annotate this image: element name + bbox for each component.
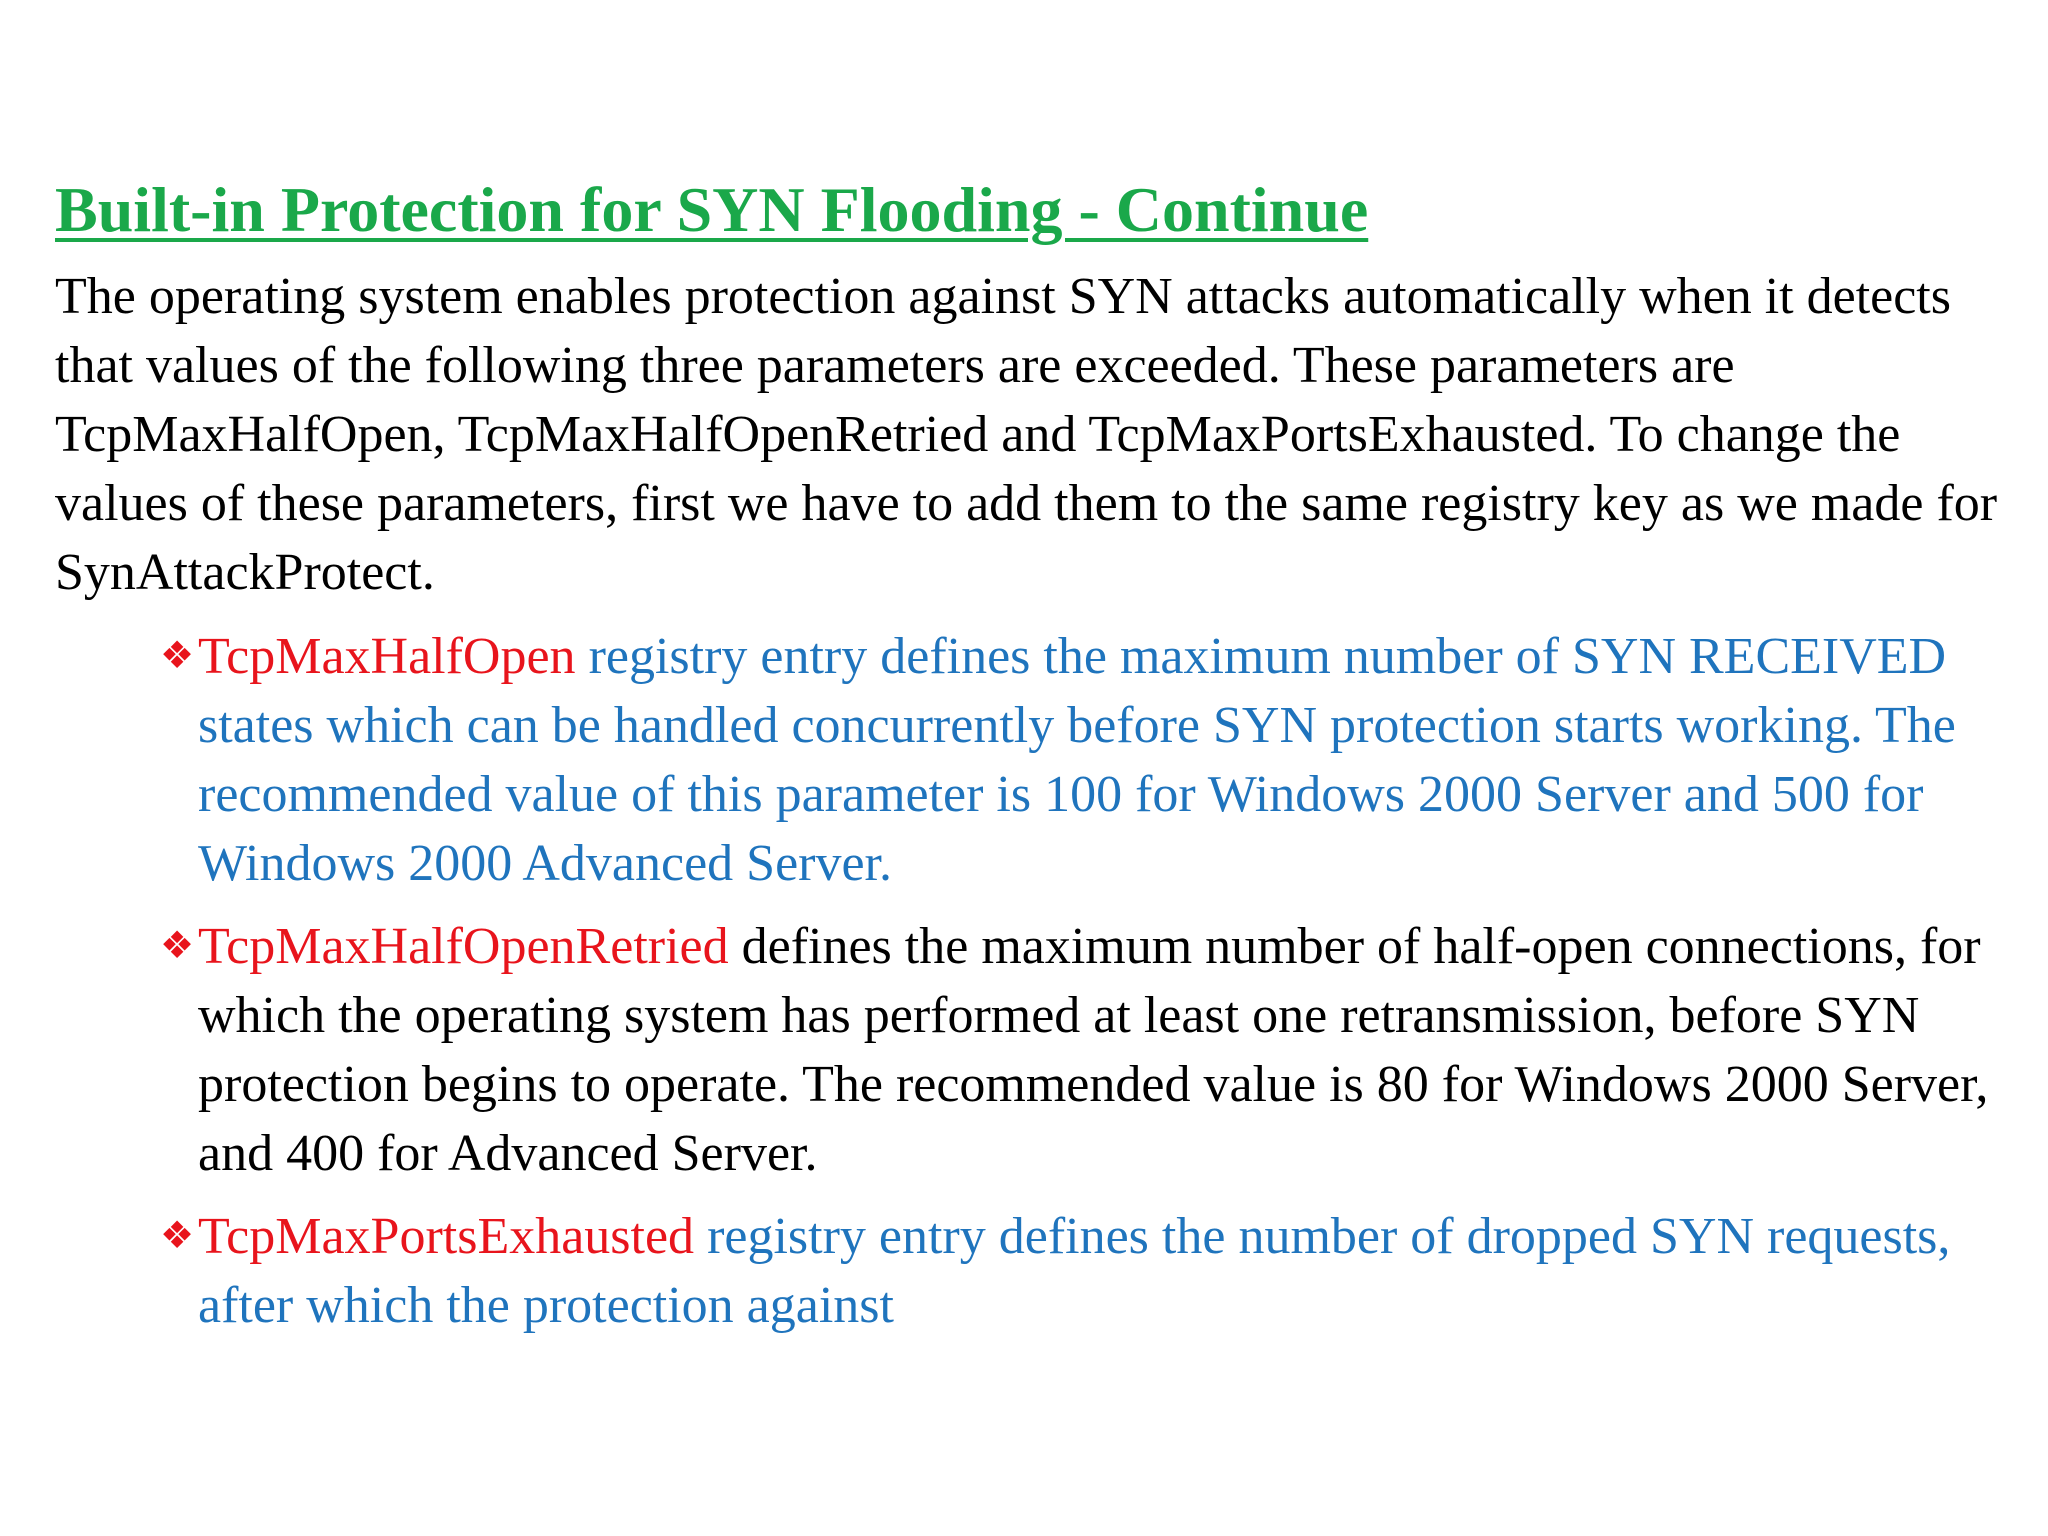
bullet-term: TcpMaxPortsExhausted — [198, 1208, 695, 1265]
bullet-description: defines the maximum number of half-open connections, for which the operating system has performed at least one retransmission, before SYN protection begins to operate. The recommended value is 80 for Windows 2000 Server, and 400 for Advanced Server. — [198, 918, 1989, 1182]
bullet-term: TcpMaxHalfOpen — [198, 628, 576, 685]
bullet-term: TcpMaxHalfOpenRetried — [198, 918, 729, 975]
diamond-flower-icon: ❖ — [160, 635, 195, 677]
bullet-description: registry entry defines the maximum number of SYN RECEIVED states which can be handled concurrently before SYN protection starts working. The recommended value of this parameter is 100 for Windows 2000 Server and 500 for Windows 2000 Advanced Server. — [198, 628, 1956, 892]
bullet-description: registry entry defines the number of dropped SYN requests, after which the protection against — [198, 1208, 1951, 1334]
diamond-flower-icon: ❖ — [160, 1215, 195, 1257]
bullet-item-tcpmaxhalfopen — [160, 622, 2048, 898]
slide-title: Built-in Protection for SYN Flooding - Continue — [55, 174, 1369, 245]
diamond-flower-icon: ❖ — [160, 925, 195, 967]
bullet-item-tcpmaxhalfopenretried — [160, 912, 2048, 1188]
bullet-item-tcpmaxportsexhausted — [160, 1202, 2048, 1340]
intro-paragraph: The operating system enables protection against SYN attacks automatically when it detects that values of the following three parameters are exceeded. These parameters are TcpMaxHalfOpen, TcpMaxHalfOpenRetried and TcpMaxPortsExhausted. To change the values of these parameters, first we have to add them to the same registry key as we made for SynAttackProtect. — [55, 268, 1998, 601]
